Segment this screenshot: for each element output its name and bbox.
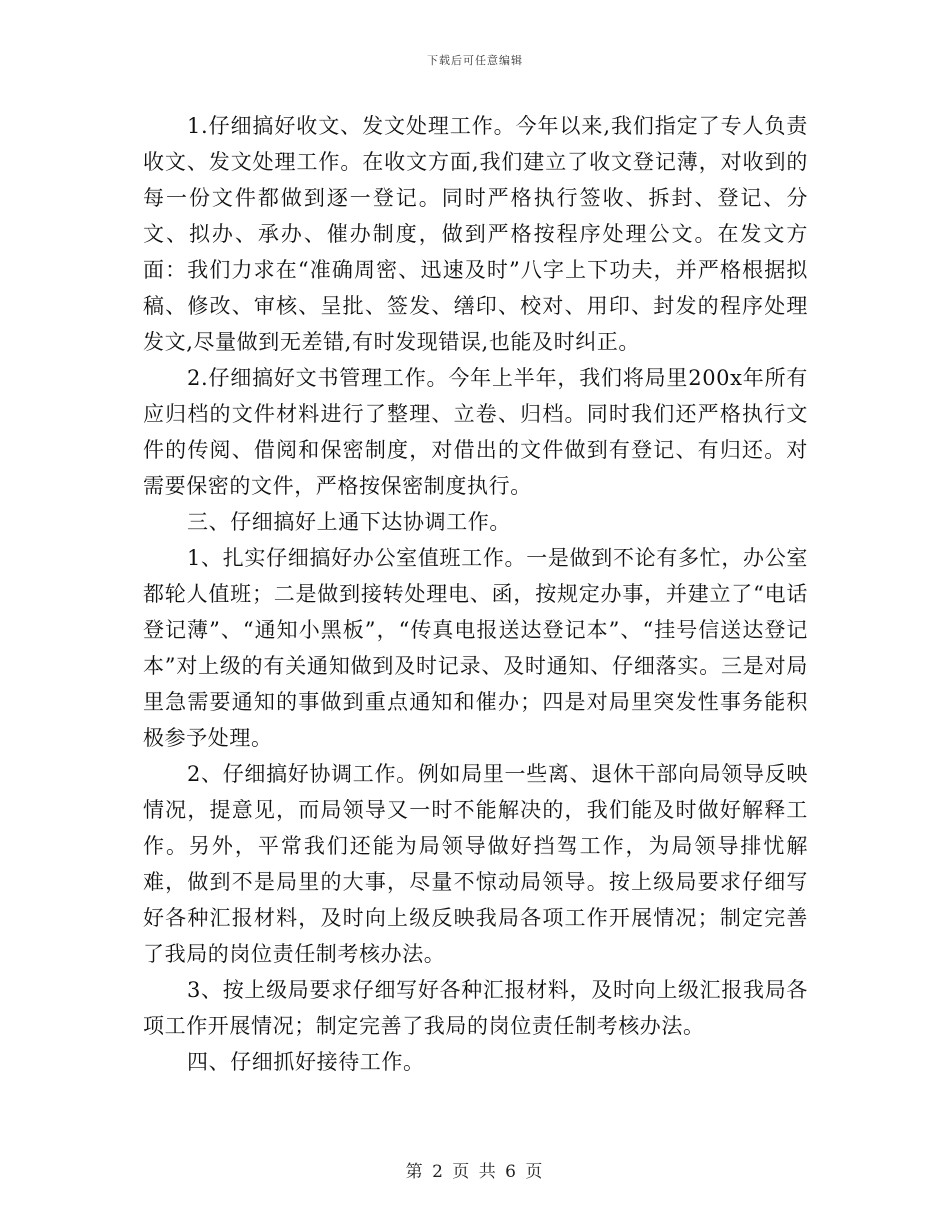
section-heading-coordination: 三、仔细搞好上通下达协调工作。 (187, 510, 511, 534)
paragraph-duty-shift: 1、扎实仔细搞好办公室值班工作。一是做到不论有多忙，办公室都轮人值班；二是做到接转处理电、函，按规定办事，并建立了“电话登记薄”、“通知小黑板”，“传真电报送达登记本”、“挂号信送达登记本”对上级的有关通知做到及时记录、及时通知、仔细落实。三是对局里急需要通知的事做到重点通知和催办；四是对局里突发性事务能积极参予处理。 (143, 546, 808, 750)
paragraph-records-management: 2.仔细搞好文书管理工作。今年上半年，我们将局里200x年所有应归档的文件材料进行了整理、立卷、归档。同时我们还严格执行文件的传阅、借阅和保密制度，对借出的文件做到有登记、有归还。对需要保密的文件，严格按保密制度执行。 (143, 366, 808, 498)
paragraph-reporting-materials: 3、按上级局要求仔细写好各种汇报材料，及时向上级汇报我局各项工作开展情况；制定完善了我局的岗位责任制考核办法。 (143, 978, 808, 1038)
page-number-footer: 第 2 页 共 6 页 (405, 1162, 545, 1182)
paragraph-document-handling: 1.仔细搞好收文、发文处理工作。今年以来,我们指定了专人负责收文、发文处理工作。在收文方面,我们建立了收文登记薄，对收到的每一份文件都做到逐一登记。同时严格执行签收、拆封、登记、分文、拟办、承办、催办制度，做到严格按程序处理公文。在发文方面：我们力求在“准确周密、迅速及时”八字上下功夫，并严格根据拟稿、修改、审核、呈批、签发、缮印、校对、用印、封发的程序处理发文,尽量做到无差错,有时发现错误,也能及时纠正。 (143, 114, 808, 354)
document-body (143, 108, 808, 1080)
section-heading-reception: 四、仔细抓好接待工作。 (187, 1050, 425, 1074)
paragraph-coordination-work: 2、仔细搞好协调工作。例如局里一些离、退休干部向局领导反映情况，提意见，而局领导又一时不能解决的，我们能及时做好解释工作。另外，平常我们还能为局领导做好挡驾工作，为局领导排忧解难，做到不是局里的大事，尽量不惊动局领导。按上级局要求仔细写好各种汇报材料，及时向上级反映我局各项工作开展情况；制定完善了我局的岗位责任制考核办法。 (143, 762, 808, 966)
page-header: 下载后可任意编辑 (427, 54, 523, 67)
